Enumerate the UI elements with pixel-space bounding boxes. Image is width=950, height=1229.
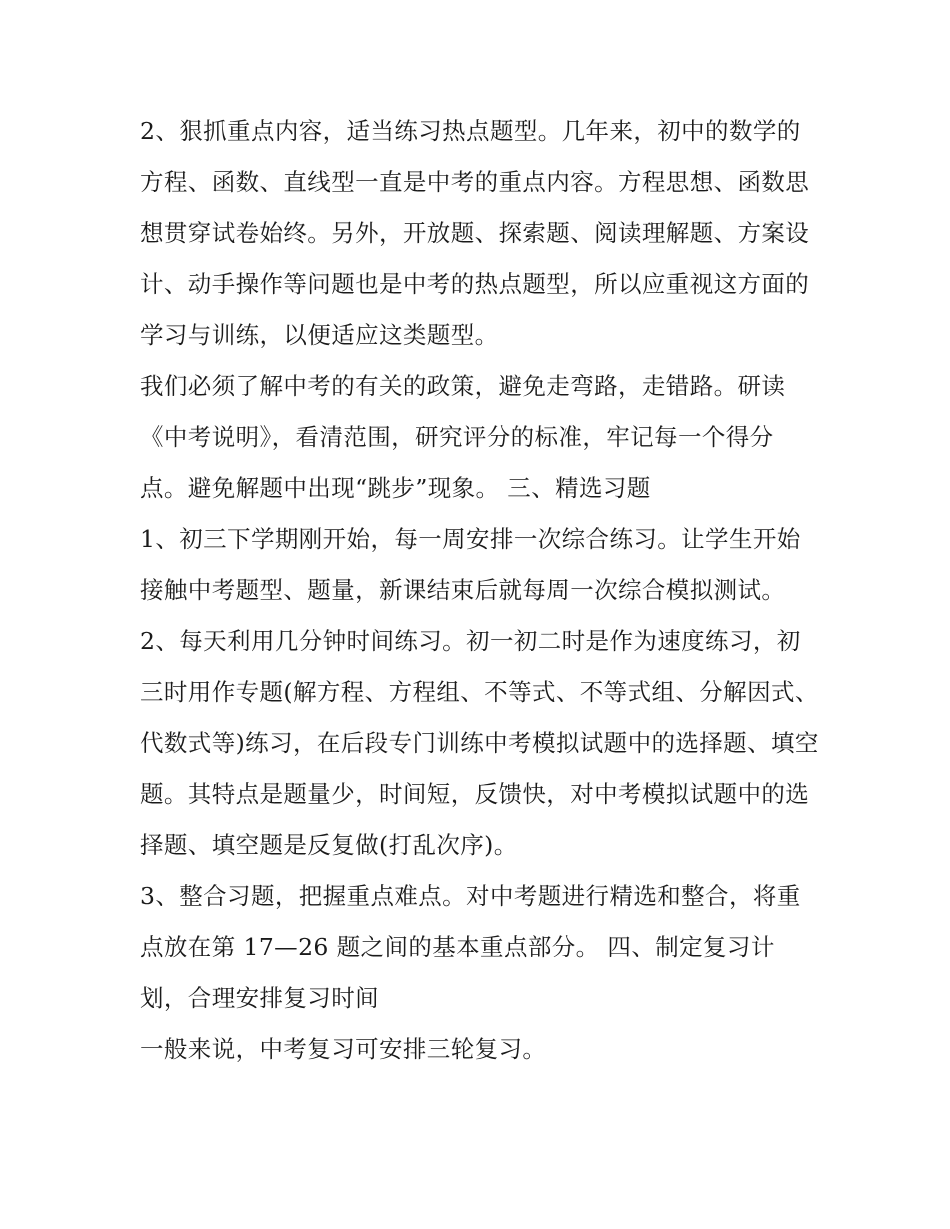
paragraph-weekly-practice: 1、初三下学期刚开始，每一周安排一次综合练习。让学生开始接触中考题型、题量，新课结束后就每周一次综合模拟测试。 bbox=[140, 525, 801, 604]
paragraph-daily-practice: 2、每天利用几分钟时间练习。初一初二时是作为速度练习，初三时用作专题(解方程、方程组、不等式、不等式组、分解因式、代数式等)练习，在后段专门训练中考模拟试题中的选择题、填空题。其特点是题量少，时间短，反馈快，对中考模拟试题中的选择题、填空题是反复做(打乱次序)。 bbox=[140, 627, 819, 859]
paragraph-integrate-exercises: 3、整合习题，把握重点难点。对中考题进行精选和整合，将重点放在第 17—26 题之间的基本重点部分。 四、制定复习计划，合理安排复习时间 bbox=[140, 882, 801, 1012]
document-body bbox=[140, 106, 820, 1075]
paragraph-key-content: 2、狠抓重点内容，适当练习热点题型。几年来，初中的数学的方程、函数、直线型一直是中考的重点内容。方程思想、函数思想贯穿试卷始终。另外，开放题、探索题、阅读理解题、方案设计、动手操作等问题也是中考的热点题型，所以应重视这方面的学习与训练，以便适应这类题型。 bbox=[140, 117, 810, 349]
paragraph-exam-policy: 我们必须了解中考的有关的政策，避免走弯路，走错路。研读《中考说明》，看清范围，研究评分的标准，牢记每一个得分点。避免解题中出现“跳步”现象。 三、精选习题 bbox=[140, 372, 786, 502]
paragraph-review-rounds: 一般来说，中考复习可安排三轮复习。 bbox=[140, 1035, 547, 1063]
